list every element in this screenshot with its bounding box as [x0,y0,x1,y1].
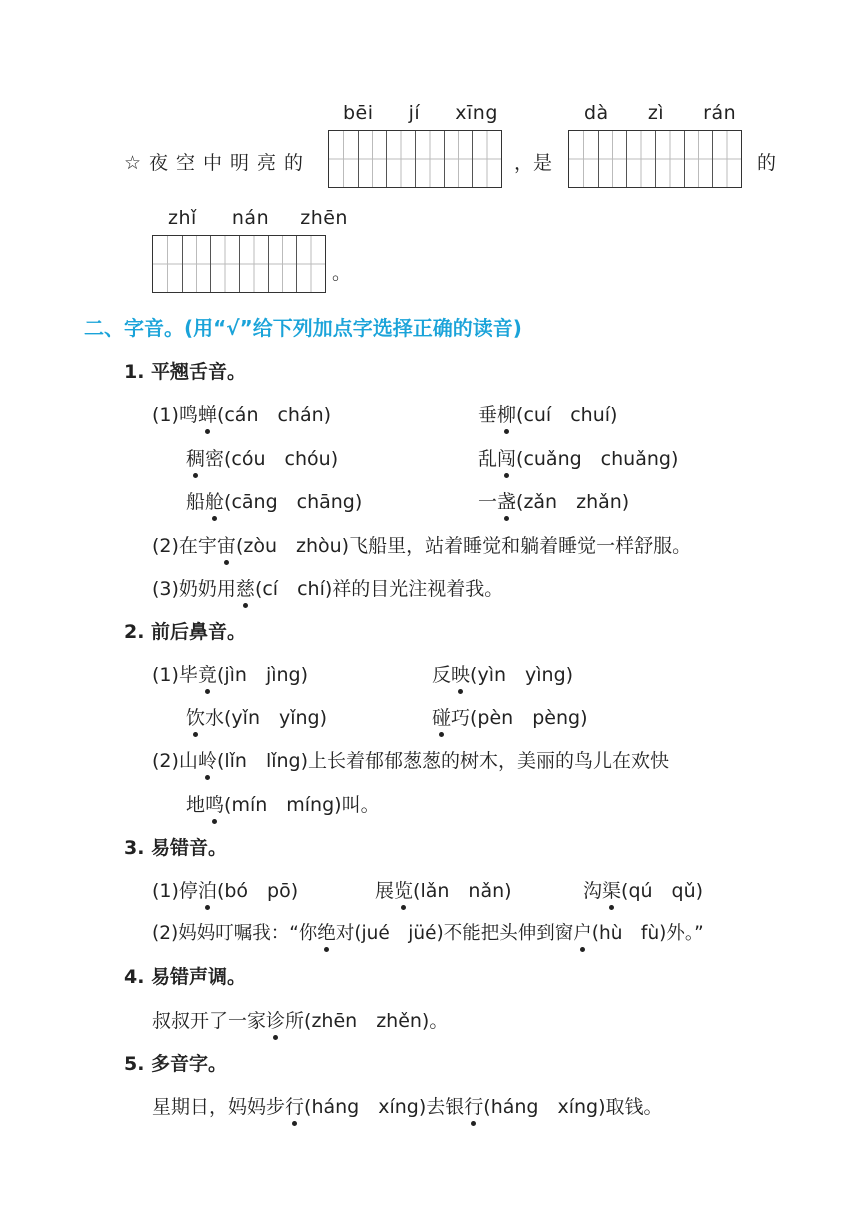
comma-shi: ，是 [514,152,553,174]
pinyin-syllable: zì [647,102,665,124]
q2-sentence-2b: 地鸣(mín míng)叫。 [186,790,380,817]
q3-item: 沟渠(qú qǔ) [583,876,703,903]
dotted-char: 舱 [205,487,224,514]
q5-sentence: 星期日，妈妈步行(háng xíng)去银行(háng xíng)取钱。 [152,1092,663,1119]
q3-sentence-2: (2)妈妈叮嘱我：“你绝对(jué jüé)不能把头伸到窗户(hù fù)外。” [152,919,704,945]
pinyin-syllable: nán [231,207,270,229]
grid-cell[interactable] [210,236,239,292]
pinyin-group-a [343,102,498,124]
dotted-char: 行 [464,1092,483,1119]
dotted-char: 饮 [186,703,205,730]
q1-item: (1)鸣蝉(cán chán) [152,400,331,427]
q3-item: 展览(lǎn nǎn) [375,876,512,903]
q4-heading: 4. 易错声调。 [124,966,247,988]
dotted-char: 碰 [432,703,451,730]
pinyin-group-b [584,102,736,124]
dotted-char: 慈 [236,574,255,601]
q2-item: 碰巧(pèn pèng) [432,703,588,730]
q2-item: (1)毕竟(jìn jìng) [152,660,308,687]
pinyin-syllable: rán [703,102,737,124]
grid-cell[interactable] [444,131,473,187]
dotted-char: 柳 [497,400,516,427]
pinyin-group-c [168,207,348,229]
grid-cell[interactable] [712,131,741,187]
pinyin-syllable: xīng [455,102,498,124]
q1-item: 一盏(zǎn zhǎn) [478,487,629,514]
dotted-char: 诊 [266,1006,285,1033]
dotted-char: 岭 [198,746,217,773]
period: 。 [332,262,352,284]
q2-item: 反映(yìn yìng) [432,660,573,687]
grid-cell[interactable] [386,131,415,187]
q3-item: (1)停泊(bó pō) [152,876,298,903]
de-char: 的 [757,152,777,174]
dotted-char: 盏 [497,487,516,514]
dotted-char: 览 [394,876,413,903]
answer-grid-a[interactable] [328,130,502,188]
q1-sentence-3: (3)奶奶用慈(cí chí)祥的目光注视着我。 [152,574,503,601]
answer-grid-c[interactable] [152,235,326,293]
grid-cell[interactable] [153,236,182,292]
pinyin-syllable: jí [408,102,421,124]
q2-item: 饮水(yǐn yǐng) [186,703,327,730]
dotted-char: 户 [573,919,592,945]
dotted-char: 泊 [198,876,217,903]
grid-cell[interactable] [684,131,713,187]
dotted-char: 鸣 [205,790,224,817]
q4-sentence: 叔叔开了一家诊所(zhēn zhěn)。 [152,1006,448,1033]
grid-cell[interactable] [472,131,501,187]
grid-cell[interactable] [358,131,387,187]
q1-heading: 1. 平翘舌音。 [124,361,247,383]
pinyin-syllable: bēi [343,102,374,124]
dotted-char: 竟 [198,660,217,687]
q1-item: 稠密(cóu chóu) [186,444,338,471]
q2-sentence-2a: (2)山岭(lǐn lǐng)上长着郁郁葱葱的树木，美丽的鸟儿在欢快 [152,746,669,773]
dotted-char: 映 [451,660,470,687]
grid-cell[interactable] [655,131,684,187]
grid-cell[interactable] [329,131,358,187]
q1-sentence-2: (2)在宇宙(zòu zhòu)飞船里，站着睡觉和躺着睡觉一样舒服。 [152,531,691,558]
pinyin-syllable: dà [584,102,609,124]
dotted-char: 渠 [602,876,621,903]
dotted-char: 行 [285,1092,304,1119]
q1-item: 船舱(cāng chāng) [186,487,362,514]
pinyin-syllable: zhǐ [168,207,197,229]
grid-cell[interactable] [415,131,444,187]
dotted-char: 绝 [317,919,336,945]
grid-cell[interactable] [569,131,598,187]
dotted-char: 稠 [186,444,205,471]
grid-cell[interactable] [239,236,268,292]
dotted-char: 宙 [217,531,236,558]
grid-cell[interactable] [296,236,325,292]
grid-cell[interactable] [268,236,297,292]
answer-grid-b[interactable] [568,130,742,188]
grid-cell[interactable] [182,236,211,292]
q1-item: 垂柳(cuí chuí) [478,400,617,427]
pinyin-syllable: zhēn [300,207,348,229]
q2-heading: 2. 前后鼻音。 [124,621,247,643]
dotted-char: 蝉 [198,400,217,427]
section-title: 二、字音。(用“√”给下列加点字选择正确的读音) [84,316,522,340]
star-sentence-start: ☆夜空中明亮的 [124,152,312,174]
dotted-char: 闯 [497,444,516,471]
q5-heading: 5. 多音字。 [124,1053,228,1075]
q1-item: 乱闯(cuǎng chuǎng) [478,444,678,471]
grid-cell[interactable] [626,131,655,187]
grid-cell[interactable] [598,131,627,187]
q3-heading: 3. 易错音。 [124,837,228,859]
